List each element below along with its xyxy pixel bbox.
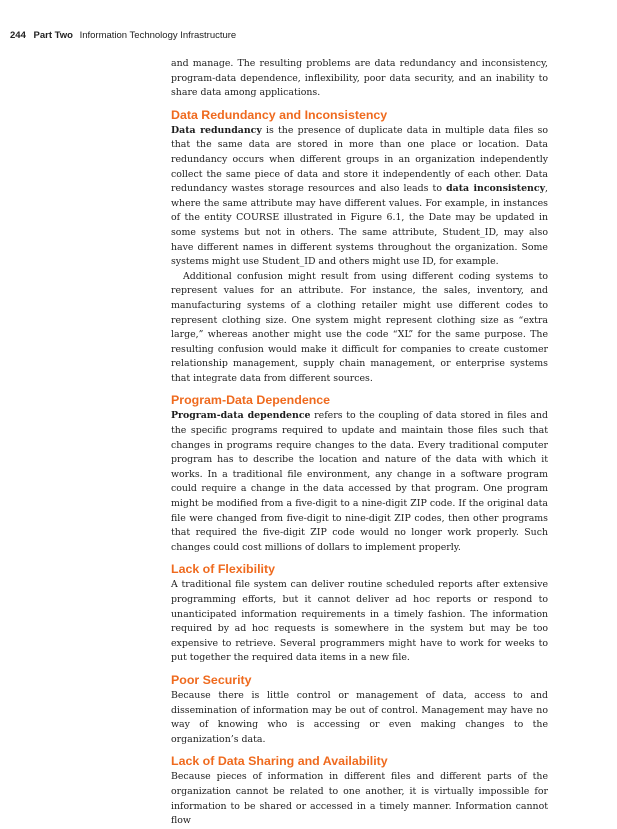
redundancy-text-a: is the presence of duplicate data in multiple data files so that the same data are stored in more than one place or location. Data redundancy occurs when different groups in an organization independently collect the same piece of data and store it independently of each other. Data redundancy wastes storage resources and also leads to (171, 124, 548, 195)
heading-data-sharing: Lack of Data Sharing and Availability (171, 754, 388, 769)
redundancy-paragraph-1 (171, 124, 548, 270)
heading-program-data-dependence: Program-Data Dependence (171, 393, 331, 408)
chapter-title: Information Technology Infrastructure (79, 30, 237, 41)
page-number: 244 (10, 30, 26, 41)
intro-paragraph: and manage. The resulting problems are data redundancy and inconsistency, program-data dependence, inflexibility, poor data security, and an inability to share data among applications. (171, 58, 548, 99)
dependence-paragraph (171, 409, 548, 555)
part-label: Part Two (33, 30, 73, 41)
dependence-text: refers to the coupling of data stored in files and the specific programs required to update and maintain those files such that changes in programs require changes to the data. Every traditional computer program has to describe the location and nature of the data with which it works. In a traditional file environment, any change in a software program could require a change in the data accessed by that program. One program might be modified from a five-digit to a nine-digit ZIP code. If the original data file were changed from five-digit to nine-digit ZIP codes, then other programs that required the five-digit ZIP code would no longer work properly. Such changes could cost millions of dollars to implement properly. (171, 410, 548, 553)
flexibility-paragraph: A traditional file system can deliver routine scheduled reports after extensive programming efforts, but it cannot deliver ad hoc reports or respond to unanticipated information requirements in a timely fashion. The information required by ad hoc requests is somewhere in the system but may be too expensive to retrieve. Several programmers might have to work for weeks to put together the required data items in a new file. (171, 579, 548, 664)
running-head (10, 30, 236, 41)
redundancy-text-b: , where the same attribute may have different values. For example, in instances of the entity COURSE illustrated in Figure 6.1, the Date may be updated in some systems but not in others. The same attribute, Student_ID, may also have different names in different systems throughout the organization. Some systems might use Student_ID and others might use ID, for example. (171, 183, 548, 268)
heading-lack-of-flexibility: Lack of Flexibility (171, 562, 275, 577)
heading-poor-security: Poor Security (171, 672, 252, 687)
sharing-paragraph: Because pieces of information in different files and different parts of the organization cannot be related to one another, it is virtually impossible for information to be shared or accessed in a timely manner. Information cannot flow (171, 771, 548, 827)
heading-data-redundancy: Data Redundancy and Inconsistency (171, 107, 388, 122)
term-program-data-dependence: Program-data dependence (171, 410, 311, 422)
body-text (171, 57, 548, 829)
redundancy-paragraph-2: Additional confusion might result from using different coding systems to represent values for an attribute. For instance, the sales, inventory, and manufacturing systems of a clothing retailer might use different codes to represent clothing size. One system might represent clothing size as “extra large,” whereas another might use the code “XL” for the same purpose. The resulting confusion would make it difficult for companies to create customer relationship management, supply chain management, or enterprise systems that integrate data from different sources. (171, 270, 548, 384)
security-paragraph: Because there is little control or management of data, access to and dissemination of information may be out of control. Management may have no way of knowing who is accessing or even making changes to the organization’s data. (171, 689, 548, 745)
term-data-redundancy: Data redundancy (171, 124, 262, 136)
term-data-inconsistency: data inconsistency (446, 183, 546, 195)
